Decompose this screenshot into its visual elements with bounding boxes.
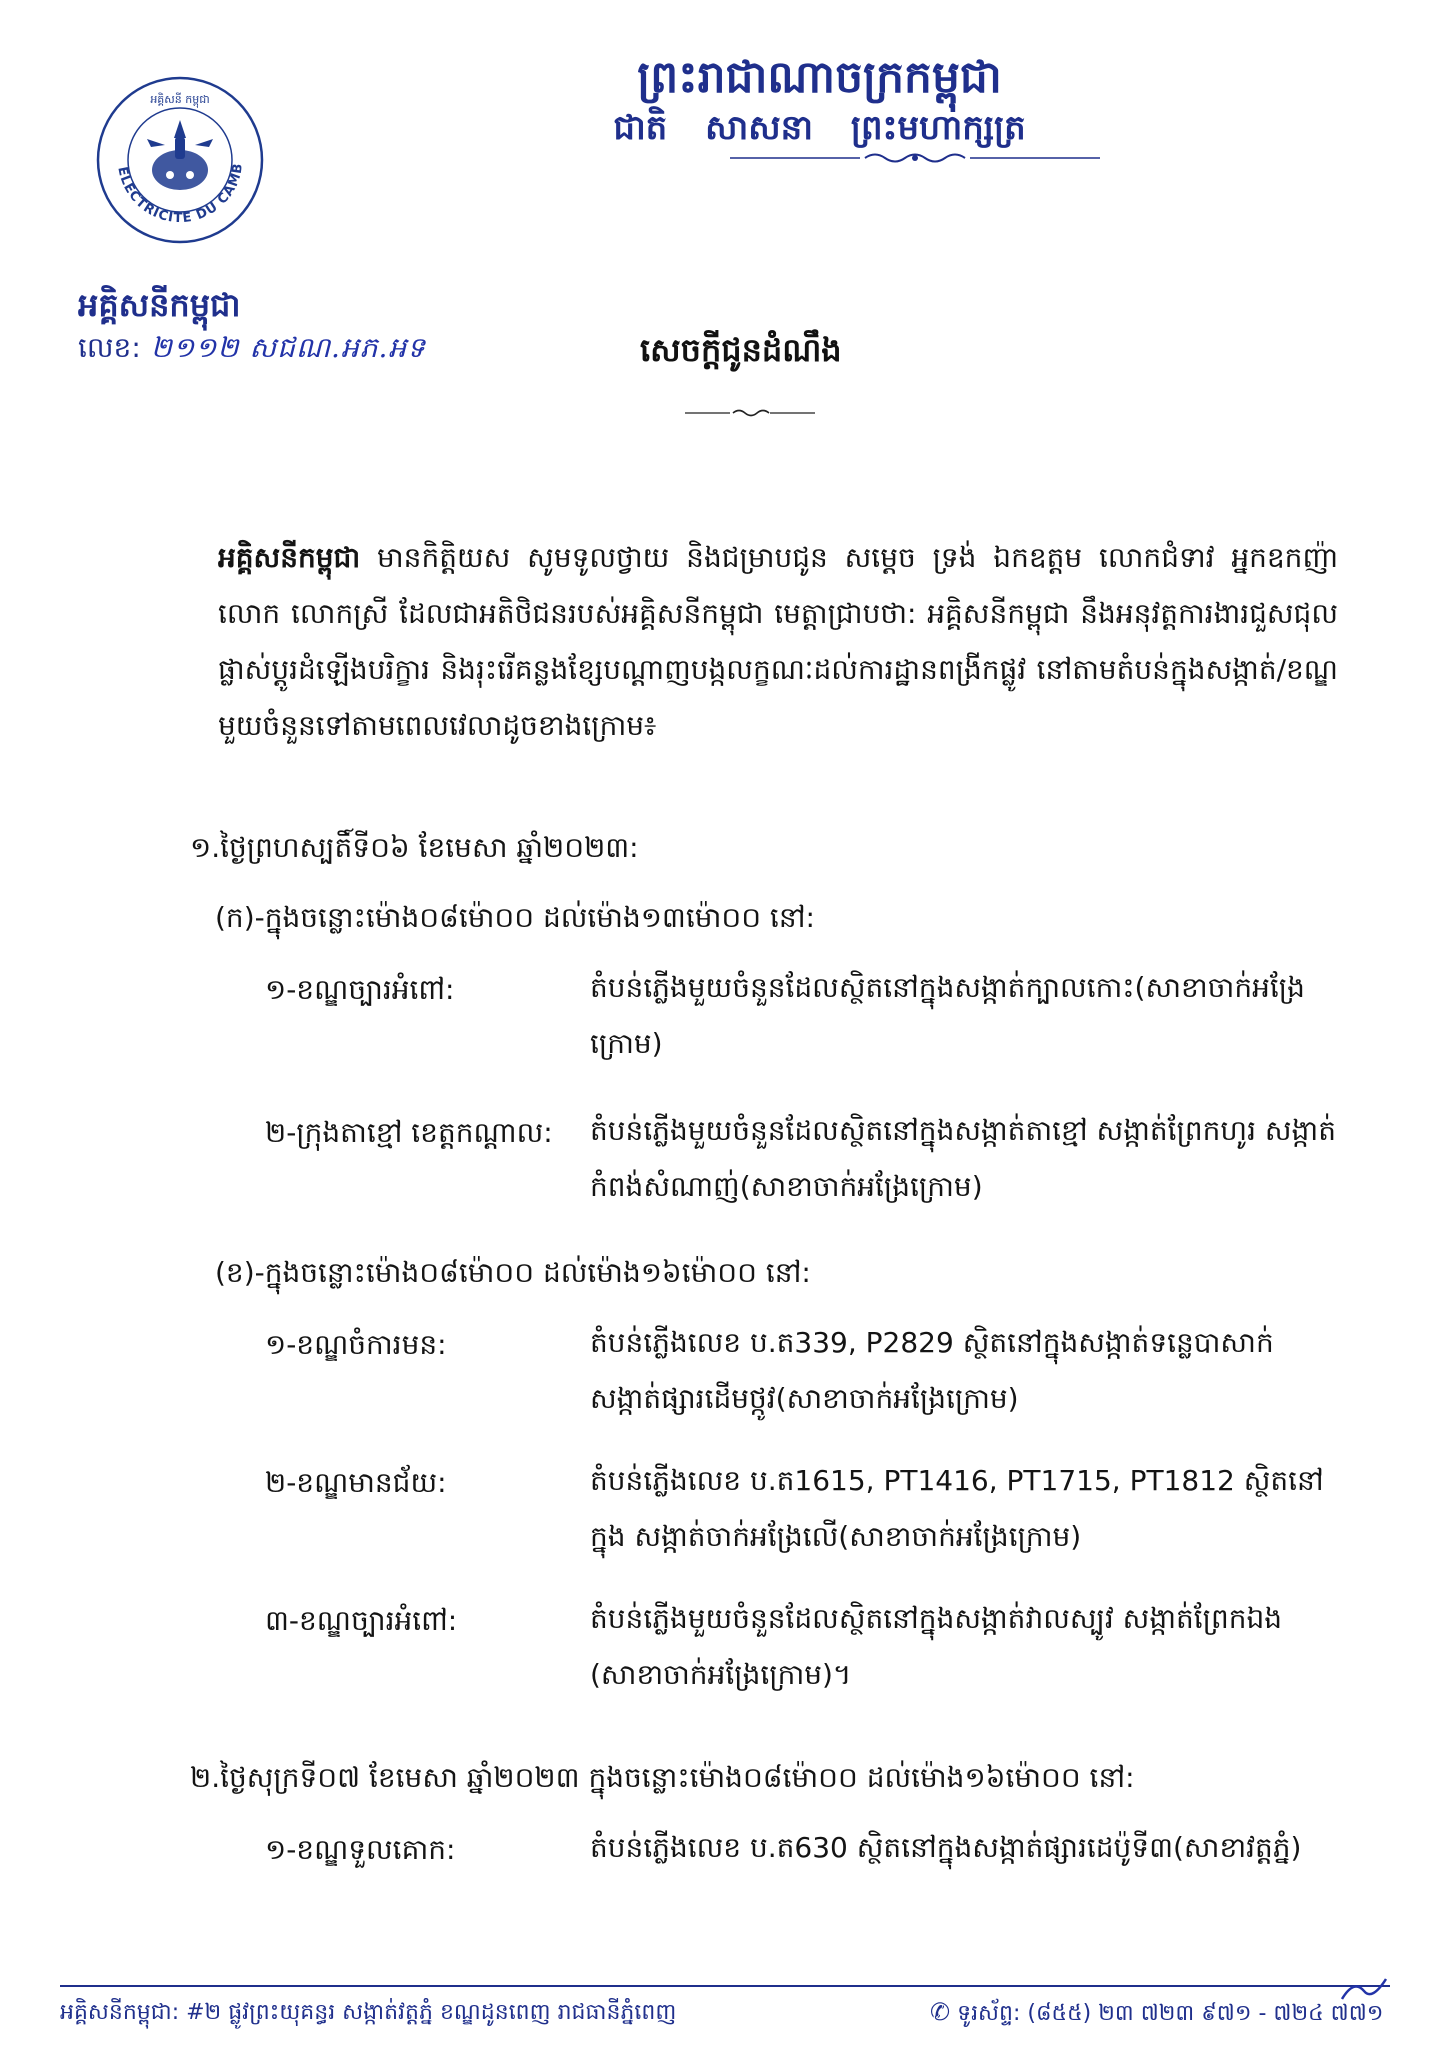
item-desc: តំបន់ភ្លើងមួយចំនួនដែលស្ថិតនៅក្នុងសង្កាត់វាលស្បូវ សង្កាត់ព្រែកឯង (សាខាចាក់អង្រែក្រោម)។ <box>590 1602 1283 1691</box>
header-ornament <box>210 150 1429 166</box>
item-label: ២-ក្រុងតាខ្មៅ ខេត្តកណ្តាល: <box>265 1116 553 1149</box>
item-desc: តំបន់ភ្លើងលេខ ប.ត630 ស្ថិតនៅក្នុងសង្កាត់ផ្សារដេប៉ូទី៣(សាខាវត្តភ្នំ) <box>590 1831 1302 1864</box>
item-label: ១-ខណ្ឌចំការមន: <box>265 1328 447 1361</box>
document-title: សេចក្តីជូនដំណឹង <box>640 331 842 369</box>
reference-number <box>78 330 426 371</box>
edc-seal <box>95 75 265 245</box>
item-label: ៣-ខណ្ឌច្បារអំពៅ: <box>265 1604 458 1637</box>
item-desc: តំបន់ភ្លើងមួយចំនួនដែលស្ថិតនៅក្នុងសង្កាត់ក្បាលកោះ(សាខាចាក់អង្រែក្រោម) <box>590 971 1305 1060</box>
title-ornament <box>685 405 815 424</box>
initial-mark <box>1340 1975 1390 2009</box>
phone-icon: ✆ <box>930 1998 951 2026</box>
org-name: អគ្គិសនីកម្ពុជា <box>78 286 241 324</box>
intro-org-name: អគ្គិសនីកម្ពុជា <box>218 541 361 574</box>
item-desc: តំបន់ភ្លើងលេខ ប.ត339, P2829 ស្ថិតនៅក្នុងសង្កាត់ទន្លេបាសាក់ សង្កាត់ផ្សារដើមថ្កូវ(សាខាចាក់អង្រែក្រោម) <box>590 1326 1274 1415</box>
intro-text: មានកិត្តិយស សូមទូលថ្វាយ និងជម្រាបជូន សម្តេច ទ្រង់ ឯកឧត្តម លោកជំទាវ អ្នកឧកញ៉ា លោក លោកស្រី ដែលជាអតិថិជនរបស់អគ្គិសនីកម្ពុជា មេត្តាជ្រាបថា: អគ្គិសនីកម្ពុជា នឹងអនុវត្តការងារជួសជុល ផ្លាស់ប្តូរដំឡើងបរិក្ខារ និងរុះរើគន្លងខ្សែបណ្តាញបង្កលក្ខណៈដល់ការដ្ឋានពង្រីកផ្លូវ នៅតាមតំបន់ក្នុងសង្កាត់/ខណ្ឌមួយចំនួនទៅតាមពេលវេលាដូចខាងក្រោម៖ <box>218 541 1338 742</box>
footer-divider <box>60 1985 1390 1987</box>
ref-label: លេខ: <box>78 331 141 364</box>
section-1b-heading: (ខ)-ក្នុងចន្លោះម៉ោង០៨ម៉ោ០០ ដល់ម៉ោង១៦ម៉ោ០០ នៅ: <box>215 1256 811 1289</box>
item-desc: តំបន់ភ្លើងមួយចំនួនដែលស្ថិតនៅក្នុងសង្កាត់តាខ្មៅ សង្កាត់ព្រែកហូរ សង្កាត់កំពង់សំណាញ់(សាខាចាក់អង្រែក្រោម) <box>590 1114 1336 1203</box>
intro-paragraph <box>218 530 1338 754</box>
national-motto: ជាតិ សាសនា ព្រះមហាក្សត្រ <box>613 108 1026 148</box>
section-1a-heading: (ក)-ក្នុងចន្លោះម៉ោង០៨ម៉ោ០០ ដល់ម៉ោង១៣ម៉ោ០០ នៅ: <box>215 901 815 934</box>
svg-text:ELECTRICITE DU CAMBODGE: ELECTRICITE DU CAMB <box>114 161 247 227</box>
ref-value: ២១១២ សជណ.អភ.អទ <box>150 331 426 364</box>
seal-top-text: អគ្គិសនី កម្ពុជា <box>150 93 210 106</box>
item-label: ១-ខណ្ឌទួលគោក: <box>265 1833 456 1866</box>
footer-address: អគ្គិសនីកម្ពុជា: #២ ផ្លូវព្រះយុគន្ធរ សង្កាត់វត្តភ្នំ ខណ្ឌដូនពេញ រាជធានីភ្នំពេញ <box>60 2000 677 2025</box>
footer-phone-text: ទូរស័ព្ទ: (៨៥៥) ២៣ ៧២៣ ៩៧១ - ៧២៤ ៧៧១ <box>957 2001 1384 2026</box>
section-1-heading: ១.ថ្ងៃព្រហស្បតិ៍ទី០៦ ខែមេសា ឆ្នាំ២០២៣: <box>190 831 639 864</box>
footer-phone <box>930 1998 1383 2031</box>
item-label: ២-ខណ្ឌមានជ័យ: <box>265 1466 447 1499</box>
item-label: ១-ខណ្ឌច្បារអំពៅ: <box>265 973 455 1006</box>
section-2-heading: ២.ថ្ងៃសុក្រទី០៧ ខែមេសា ឆ្នាំ២០២៣ ក្នុងចន្លោះម៉ោង០៨ម៉ោ០០ ដល់ម៉ោង១៦ម៉ោ០០ នៅ: <box>190 1761 1135 1794</box>
kingdom-title: ព្រះរាជាណាចក្រកម្ពុជា <box>637 52 1002 103</box>
item-desc: តំបន់ភ្លើងលេខ ប.ត1615, PT1416, PT1715, PT1812 ស្ថិតនៅក្នុង សង្កាត់ចាក់អង្រែលើ(សាខាចាក់អង្រែក្រោម) <box>590 1464 1324 1553</box>
